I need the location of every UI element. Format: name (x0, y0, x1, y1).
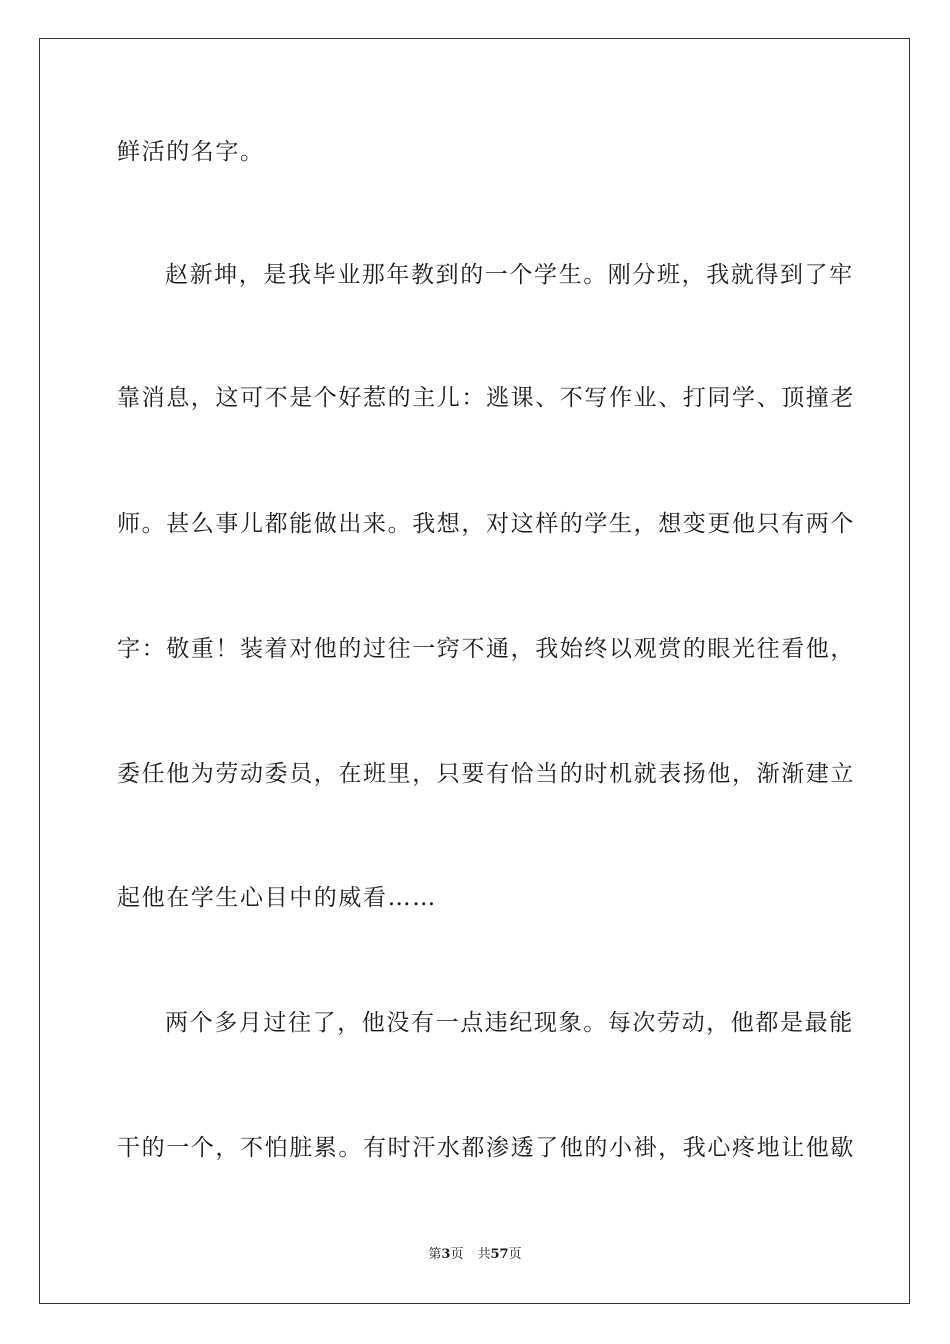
text-line-7: 起他在学生心目中的威看…… (117, 885, 437, 911)
text-line-2: 赵新坤，是我毕业那年教到的一个学生。刚分班，我就得到了牢 (165, 262, 854, 288)
footer-total-pages: 57 (490, 1247, 509, 1262)
footer-page-prefix: 第 (428, 1247, 442, 1262)
footer-total-suffix: 页 (508, 1247, 522, 1262)
page-border (39, 38, 910, 1304)
footer-total-prefix: 共 (477, 1247, 491, 1262)
footer-page-suffix: 页 (450, 1247, 464, 1262)
text-line-8: 两个多月过往了，他没有一点违纪现象。每次劳动，他都是最能 (165, 1010, 854, 1036)
text-line-1: 鲜活的名字。 (117, 139, 265, 165)
text-line-6: 委任他为劳动委员，在班里，只要有恰当的时机就表扬他，渐渐建立 (117, 761, 855, 787)
page-footer (0, 1246, 950, 1264)
text-line-9: 干的一个，不怕脏累。有时汗水都渗透了他的小褂，我心疼地让他歇 (117, 1135, 855, 1161)
footer-page-number: 3 (441, 1247, 451, 1262)
text-line-4: 师。甚么事儿都能做出来。我想，对这样的学生，想变更他只有两个 (117, 511, 855, 537)
text-line-5: 字：敬重！装着对他的过往一窍不通，我始终以观赏的眼光往看他， (117, 636, 855, 662)
text-line-3: 靠消息，这可不是个好惹的主儿：逃课、不写作业、打同学、顶撞老 (117, 385, 855, 411)
